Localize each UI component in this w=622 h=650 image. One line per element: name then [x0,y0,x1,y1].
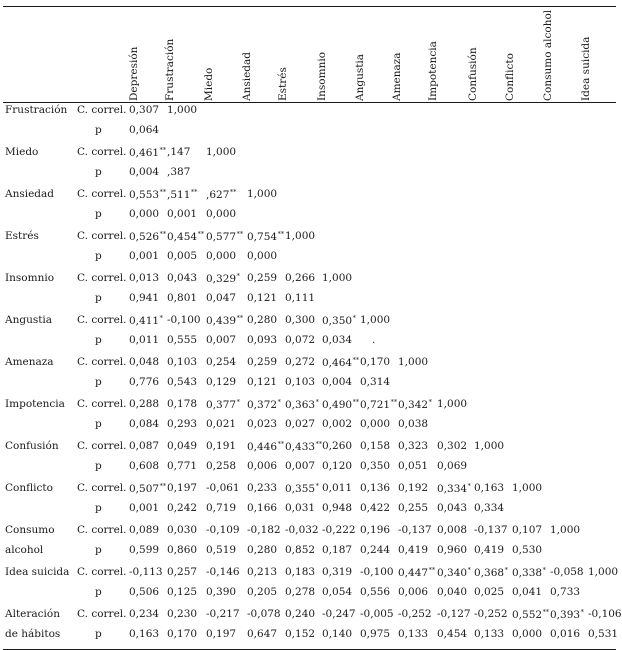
stat-type-p: p [95,250,102,262]
correlation-cell: 0,302 [437,440,468,452]
p-value-cell: 0,084 [129,418,160,430]
correlation-cell: 0,329* [206,272,240,285]
correlation-cell: -0,113 [129,566,163,578]
stat-type-correlation: C. correl. [77,524,127,536]
correlation-cell: -0,217 [206,608,240,620]
p-value-cell: 0,733 [550,586,581,598]
correlation-cell: -0,182 [247,524,281,536]
correlation-cell: 0,307 [129,104,160,116]
correlation-cell: 0,393* [550,608,584,621]
correlation-cell: 0,526** [129,230,167,243]
p-value-cell: 0,530 [512,544,543,556]
p-value-cell: 0,771 [167,460,198,472]
stat-type-p: p [95,208,102,220]
correlation-cell: 0,507** [129,482,167,495]
p-value-cell: 0,314 [360,376,391,388]
correlation-cell: -0,032 [285,524,319,536]
correlation-cell: 0,049 [167,440,198,452]
correlation-cell: 1,000 [285,230,316,242]
correlation-cell: 0,323 [398,440,429,452]
correlation-cell: 0,087 [129,440,160,452]
column-header-label: Insomnio [316,51,328,101]
correlation-cell: 0,013 [129,272,160,284]
correlation-cell: 0,136 [360,482,391,494]
correlation-cell: -0,247 [322,608,356,620]
stat-type-p: p [95,124,102,136]
p-value-cell: 0,608 [129,460,160,472]
correlation-cell: 0,257 [167,566,198,578]
correlation-cell: 0,213 [247,566,278,578]
correlation-cell: 0,170 [360,356,391,368]
correlation-cell: 0,043 [167,272,198,284]
p-value-cell: 0,000 [360,418,391,430]
correlation-cell: 0,447** [398,566,436,579]
p-value-cell: 0,120 [322,460,353,472]
p-value-cell: 0,258 [206,460,237,472]
p-value-cell: 0,776 [129,376,160,388]
correlation-cell: 0,183 [285,566,316,578]
p-value-cell: 0,051 [398,460,429,472]
stat-type-correlation: C. correl. [77,272,127,284]
column-header-label: Miedo [203,67,215,101]
correlation-cell: 0,433** [285,440,323,453]
correlation-cell: 0,721** [360,398,398,411]
correlation-cell: -0,100 [360,566,394,578]
correlation-cell: 0,254 [206,356,237,368]
row-label: Angustia [5,314,53,326]
correlation-cell: -0,137 [398,524,432,536]
correlation-cell: 0,233 [247,482,278,494]
p-value-cell: 0,133 [474,628,505,640]
p-value-cell: 0,004 [129,166,160,178]
correlation-cell: 0,163 [474,482,505,494]
p-value-cell: 0,205 [247,586,278,598]
correlation-cell: 1,000 [398,356,429,368]
row-label: Ansiedad [5,188,55,200]
row-label: Impotencia [5,398,65,410]
p-value-cell: 0,034 [322,334,353,346]
correlation-cell: -0,078 [247,608,281,620]
p-value-cell: 0,005 [167,250,198,262]
p-value-cell: 0,543 [167,376,198,388]
p-value-cell: 0,350 [360,460,391,472]
correlation-cell: 0,158 [360,440,391,452]
correlation-cell: 1,000 [322,272,353,284]
p-value-cell: 0,054 [322,586,353,598]
p-value-cell: 0,000 [206,208,237,220]
correlation-cell: -0,109 [206,524,240,536]
p-value-cell: 0,419 [474,544,505,556]
correlation-cell: -0,222 [322,524,356,536]
correlation-cell: 0,355* [285,482,319,495]
header-rule [3,102,616,103]
correlation-cell: 1,000 [437,398,468,410]
p-value-cell: 0,021 [206,418,237,430]
correlation-cell: 0,350* [322,314,356,327]
column-header-label: Confusión [467,47,479,101]
correlation-cell: 0,240 [285,608,316,620]
p-value-cell: 0,069 [437,460,468,472]
correlation-cell: -0,106 [588,608,622,620]
correlation-cell: 0,103 [167,356,198,368]
column-header-label: Depresión [128,46,140,101]
correlation-cell: -0,146 [206,566,240,578]
correlation-cell: 1,000 [360,314,391,326]
correlation-cell: 0,553** [129,188,167,201]
correlation-cell: 0,319 [322,566,353,578]
row-label: alcohol [5,544,44,556]
stat-type-p: p [95,586,102,598]
p-value-cell: 0,531 [588,628,619,640]
p-value-cell: 0,647 [247,628,278,640]
correlation-cell: 0,266 [285,272,316,284]
p-value-cell: 0,599 [129,544,160,556]
stat-type-p: p [95,628,102,640]
correlation-cell: -0,100 [167,314,201,326]
p-value-cell: 0,027 [285,418,316,430]
p-value-cell: 0,072 [285,334,316,346]
row-label: Estrés [5,230,39,242]
column-header-label: Frustración [164,38,176,101]
p-value-cell: 0,960 [437,544,468,556]
row-label: Frustración [5,104,68,116]
p-value-cell: 0,031 [285,502,316,514]
correlation-cell: ,511** [167,188,198,201]
stat-type-correlation: C. correl. [77,230,127,242]
p-value-cell: 0,197 [206,628,237,640]
stat-type-p: p [95,292,102,304]
p-value-cell: 0,860 [167,544,198,556]
p-value-cell: 0,519 [206,544,237,556]
correlation-cell: 0,011 [322,482,353,494]
p-value-cell: 0,719 [206,502,237,514]
p-value-cell: 0,002 [322,418,353,430]
correlation-cell: ,147 [167,146,191,158]
p-value-cell: 0,043 [437,502,468,514]
stat-type-correlation: C. correl. [77,566,127,578]
p-value-cell: 0,000 [129,208,160,220]
correlation-cell: 0,454** [167,230,205,243]
stat-type-p: p [95,334,102,346]
row-label: de hábitos [5,628,61,640]
stat-type-correlation: C. correl. [77,440,127,452]
correlation-cell: -0,058 [550,566,584,578]
correlation-cell: 0,178 [167,398,198,410]
p-value-cell: 0,555 [167,334,198,346]
p-value-cell: 0,242 [167,502,198,514]
p-value-cell: 0,280 [247,544,278,556]
p-value-cell: 0,941 [129,292,160,304]
correlation-cell: 0,411* [129,314,163,327]
p-value-cell: 0,047 [206,292,237,304]
p-value-cell: 0,064 [129,124,160,136]
correlation-cell: 0,377* [206,398,240,411]
stat-type-correlation: C. correl. [77,188,127,200]
column-header-label: Impotencia [427,41,439,101]
row-label: Amenaza [5,356,54,368]
correlation-cell: 0,259 [247,272,278,284]
correlation-cell: -0,061 [206,482,240,494]
correlation-cell: 0,754** [247,230,285,243]
row-label: Consumo [5,524,55,536]
stat-type-correlation: C. correl. [77,314,127,326]
correlation-cell: 0,191 [206,440,237,452]
p-value-cell: . [372,334,376,346]
stat-type-p: p [95,502,102,514]
stat-type-correlation: C. correl. [77,104,127,116]
stat-type-p: p [95,418,102,430]
correlation-cell: 0,439** [206,314,244,327]
p-value-cell: 0,038 [398,418,429,430]
column-header-label: Angustia [354,53,366,101]
correlation-cell: 0,196 [360,524,391,536]
p-value-cell: 0,948 [322,502,353,514]
correlation-cell: 0,342* [398,398,432,411]
p-value-cell: ,387 [167,166,191,178]
correlation-cell: 0,334* [437,482,471,495]
correlation-cell: -0,127 [437,608,471,620]
stat-type-p: p [95,544,102,556]
p-value-cell: 0,006 [398,586,429,598]
p-value-cell: 0,166 [247,502,278,514]
p-value-cell: 0,001 [129,250,160,262]
correlation-cell: 0,260 [322,440,353,452]
row-label: Confusión [5,440,59,452]
p-value-cell: 0,975 [360,628,391,640]
row-label: Conflicto [5,482,53,494]
correlation-cell: 1,000 [550,524,581,536]
correlation-cell: 0,552** [512,608,550,621]
p-value-cell: 0,103 [285,376,316,388]
correlation-cell: 0,300 [285,314,316,326]
p-value-cell: 0,121 [247,376,278,388]
p-value-cell: 0,011 [129,334,160,346]
p-value-cell: 0,170 [167,628,198,640]
correlation-cell: 1,000 [247,188,278,200]
stat-type-correlation: C. correl. [77,608,127,620]
correlation-cell: 0,372* [247,398,281,411]
p-value-cell: 0,129 [206,376,237,388]
column-header-label: Consumo alcohol [542,9,554,101]
p-value-cell: 0,007 [285,460,316,472]
correlation-cell: 0,461** [129,146,167,159]
correlation-cell: 0,368* [474,566,508,579]
correlation-cell: 0,030 [167,524,198,536]
row-label: Insomnio [5,272,55,284]
p-value-cell: 0,041 [512,586,543,598]
correlation-cell: 1,000 [512,482,543,494]
p-value-cell: 0,390 [206,586,237,598]
column-header-label: Conflicto [504,53,516,101]
correlation-cell: 0,577** [206,230,244,243]
correlation-cell: 0,272 [285,356,316,368]
p-value-cell: 0,040 [437,586,468,598]
correlation-cell: 0,446** [247,440,285,453]
p-value-cell: 0,506 [129,586,160,598]
correlation-cell: 1,000 [206,146,237,158]
p-value-cell: 0,422 [360,502,391,514]
p-value-cell: 0,140 [322,628,353,640]
p-value-cell: 0,023 [247,418,278,430]
correlation-cell: 0,197 [167,482,198,494]
p-value-cell: 0,001 [129,502,160,514]
p-value-cell: 0,278 [285,586,316,598]
p-value-cell: 0,163 [129,628,160,640]
correlation-cell: 0,288 [129,398,160,410]
correlation-cell: 1,000 [588,566,619,578]
correlation-cell: 0,340* [437,566,471,579]
correlation-cell: 0,008 [437,524,468,536]
stat-type-p: p [95,376,102,388]
row-label: Alteración [5,608,60,620]
column-header-label: Idea suicida [580,36,592,101]
p-value-cell: 0,556 [360,586,391,598]
row-label: Idea suicida [5,566,70,578]
correlation-cell: 0,363* [285,398,319,411]
p-value-cell: 0,001 [167,208,198,220]
stat-type-correlation: C. correl. [77,146,127,158]
p-value-cell: 0,852 [285,544,316,556]
correlation-cell: 0,089 [129,524,160,536]
p-value-cell: 0,419 [398,544,429,556]
correlation-cell: 0,230 [167,608,198,620]
p-value-cell: 0,121 [247,292,278,304]
p-value-cell: 0,133 [398,628,429,640]
table-top-rule [3,6,616,7]
row-label: Miedo [5,146,39,158]
correlation-cell: 0,259 [247,356,278,368]
p-value-cell: 0,187 [322,544,353,556]
correlation-cell: 0,464** [322,356,360,369]
correlation-cell: 0,192 [398,482,429,494]
correlation-cell: -0,137 [474,524,508,536]
p-value-cell: 0,801 [167,292,198,304]
stat-type-correlation: C. correl. [77,398,127,410]
correlation-cell: 0,280 [247,314,278,326]
p-value-cell: 0,111 [285,292,316,304]
p-value-cell: 0,000 [206,250,237,262]
correlation-cell: 0,107 [512,524,543,536]
p-value-cell: 0,025 [474,586,505,598]
correlation-cell: ,627** [206,188,237,201]
column-header-label: Ansiedad [241,51,253,101]
correlation-cell: 1,000 [167,104,198,116]
correlation-cell: 1,000 [474,440,505,452]
correlation-cell: 0,490** [322,398,360,411]
column-header-label: Estrés [277,67,289,101]
p-value-cell: 0,255 [398,502,429,514]
stat-type-correlation: C. correl. [77,356,127,368]
correlation-cell: -0,005 [360,608,394,620]
p-value-cell: 0,125 [167,586,198,598]
stat-type-correlation: C. correl. [77,482,127,494]
correlation-cell: 0,048 [129,356,160,368]
correlation-cell: -0,252 [474,608,508,620]
p-value-cell: 0,016 [550,628,581,640]
p-value-cell: 0,000 [512,628,543,640]
correlation-cell: 0,338* [512,566,546,579]
stat-type-p: p [95,460,102,472]
p-value-cell: 0,004 [322,376,353,388]
p-value-cell: 0,007 [206,334,237,346]
stat-type-p: p [95,166,102,178]
p-value-cell: 0,334 [474,502,505,514]
p-value-cell: 0,244 [360,544,391,556]
correlation-cell: 0,234 [129,608,160,620]
p-value-cell: 0,093 [247,334,278,346]
p-value-cell: 0,006 [247,460,278,472]
p-value-cell: 0,152 [285,628,316,640]
p-value-cell: 0,454 [437,628,468,640]
p-value-cell: 0,000 [247,250,278,262]
correlation-cell: -0,252 [398,608,432,620]
p-value-cell: 0,293 [167,418,198,430]
column-header-label: Amenaza [391,52,403,101]
